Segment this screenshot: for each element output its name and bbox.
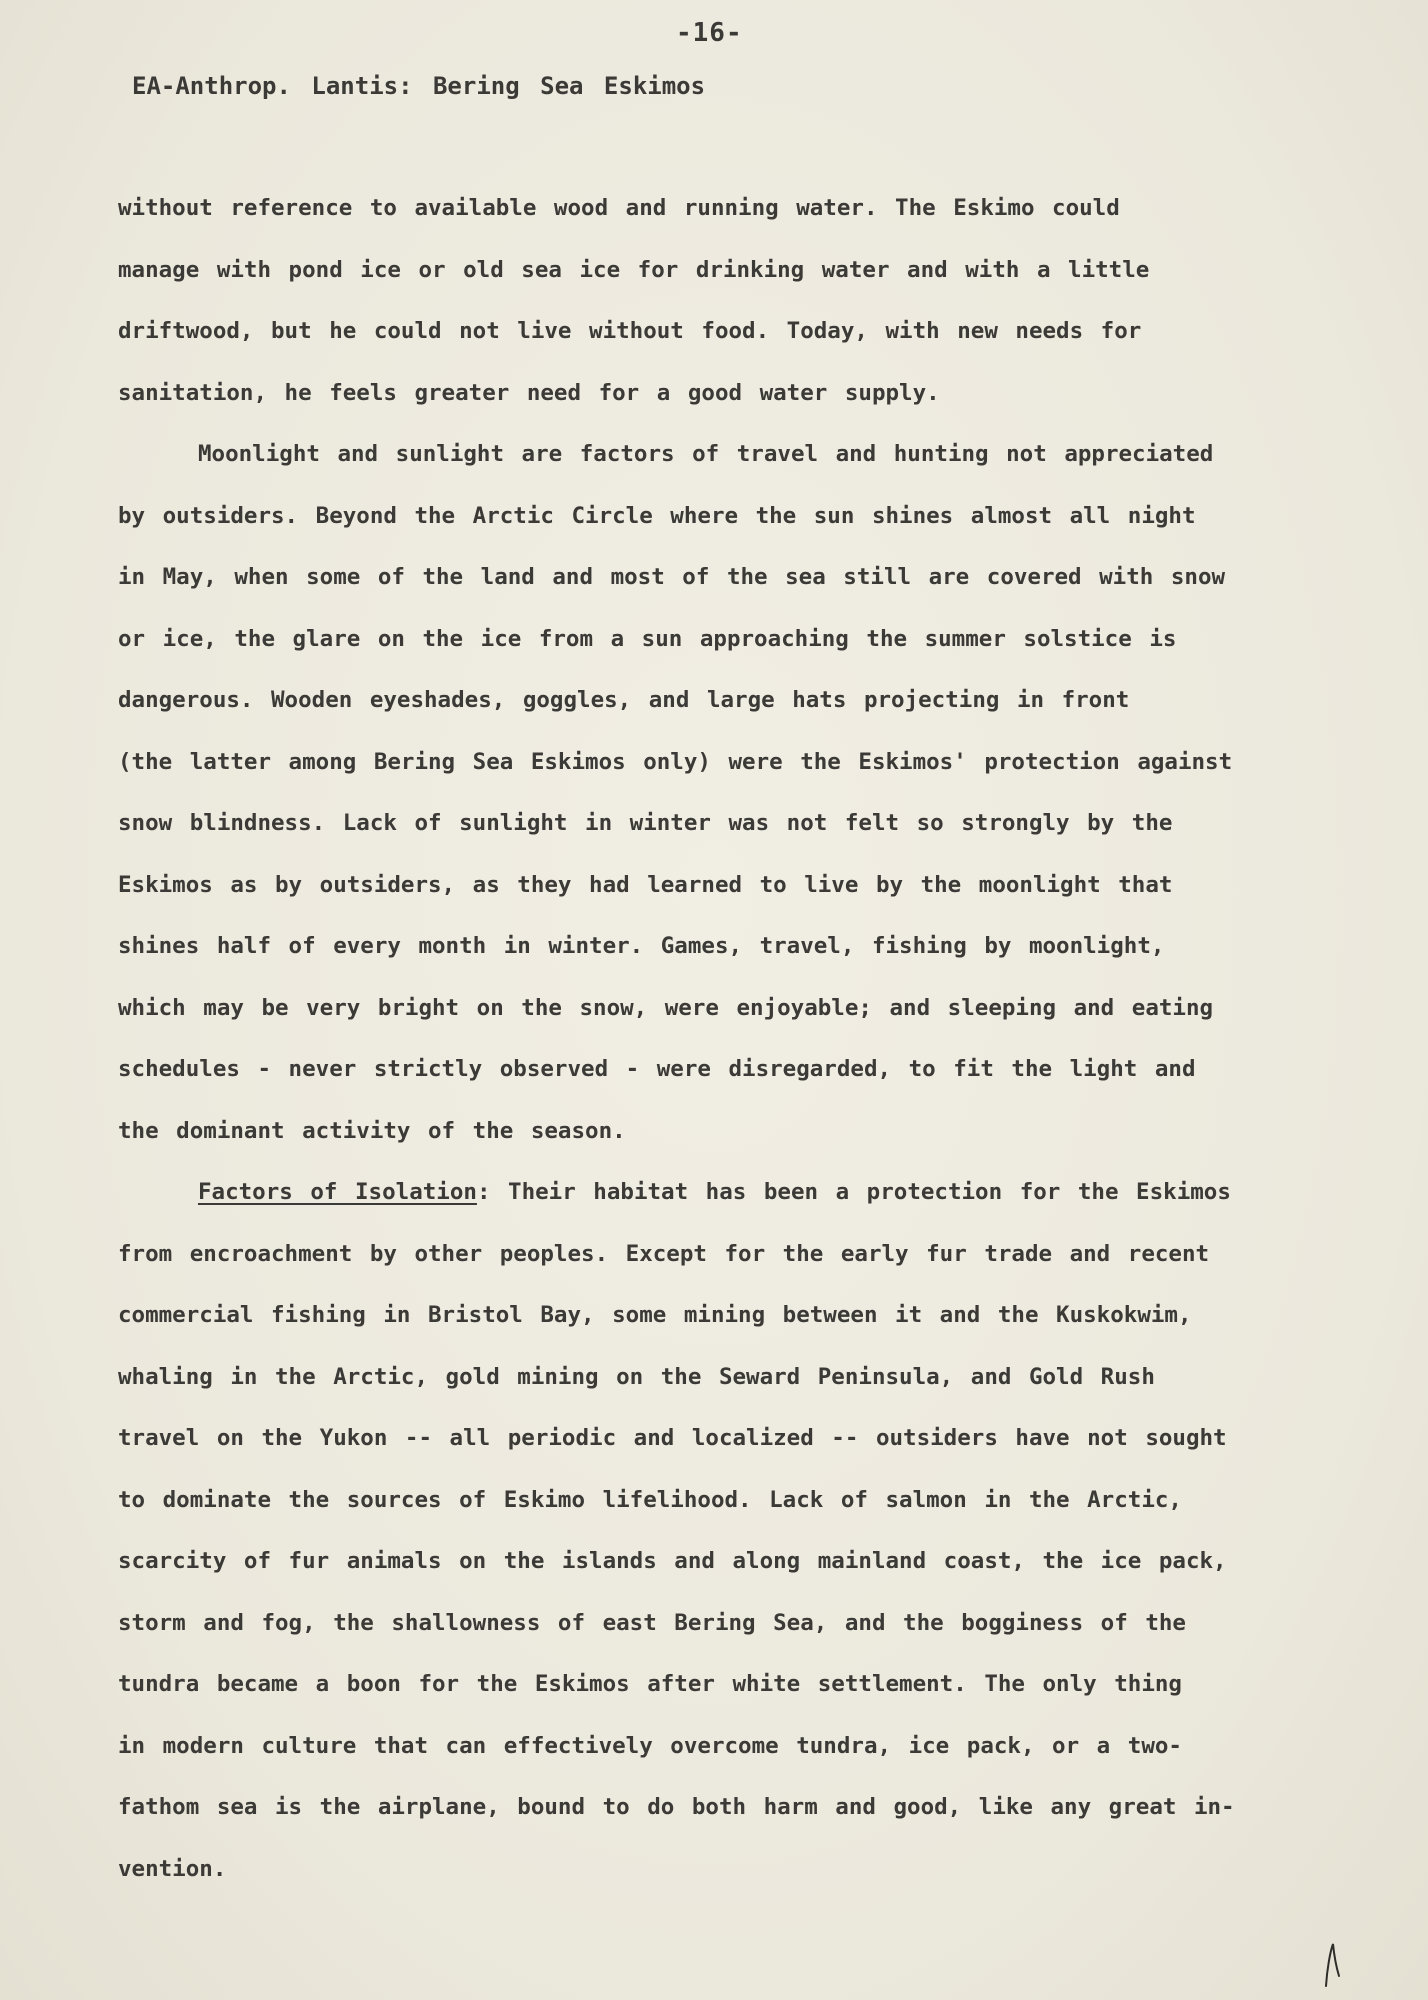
text-line: scarcity of fur animals on the islands and along mainland coast, the ice pack, [118,1548,1227,1574]
running-header: EA-Anthrop. Lantis: Bering Sea Eskimos [132,72,706,100]
section-first-line-text: : Their habitat has been a protection for the Eskimos [476,1179,1231,1205]
text-line: by outsiders. Beyond the Arctic Circle where the sun shines almost all night [118,502,1196,529]
text-line: travel on the Yukon -- all periodic and localized -- outsiders have not sought [118,1425,1227,1451]
text-line: to dominate the sources of Eskimo lifelihood. Lack of salmon in the Arctic, [118,1486,1182,1513]
text-line: schedules - never strictly observed - were disregarded, to fit the light and [118,1056,1196,1082]
text-line: without reference to available wood and running water. The Eskimo could [118,195,1120,221]
text-line: which may be very bright on the snow, were enjoyable; and sleeping and eating [118,994,1214,1021]
pencil-mark [1322,1940,1342,1988]
text-line: Eskimos as by outsiders, as they had learned to live by the moonlight that [118,871,1173,898]
section-heading: Factors of Isolation [198,1179,477,1205]
text-line: in May, when some of the land and most of the sea still are covered with snow [118,564,1226,590]
text-line: or ice, the glare on the ice from a sun approaching the summer solstice is [118,625,1177,652]
text-line: vention. [118,1855,227,1882]
text-line: storm and fog, the shallowness of east Bering Sea, and the bogginess of the [118,1609,1186,1636]
text-line: sanitation, he feels greater need for a good water supply. [118,379,940,406]
text-line: shines half of every month in winter. Games, travel, fishing by moonlight, [118,933,1165,959]
text-line: commercial fishing in Bristol Bay, some mining between it and the Kuskokwim, [118,1302,1192,1328]
text-line: dangerous. Wooden eyeshades, goggles, and large hats projecting in front [118,687,1130,713]
text-line: from encroachment by other peoples. Except for the early fur trade and recent [118,1240,1210,1267]
body-text [118,178,1368,1900]
text-line: manage with pond ice or old sea ice for drinking water and with a little [118,256,1150,283]
text-line: tundra became a boon for the Eskimos after white settlement. The only thing [118,1671,1182,1697]
text-line: whaling in the Arctic, gold mining on the Seward Peninsula, and Gold Rush [118,1363,1155,1390]
text-line: the dominant activity of the season. [118,1117,626,1144]
text-line: snow blindness. Lack of sunlight in winter was not felt so strongly by the [118,810,1173,836]
page-number: -16- [676,18,743,48]
text-line: in modern culture that can effectively overcome tundra, ice pack, or a two- [118,1732,1182,1759]
text-line: (the latter among Bering Sea Eskimos only) were the Eskimos' protection against [118,748,1233,775]
text-line: fathom sea is the airplane, bound to do both harm and good, like any great in- [118,1794,1235,1820]
text-line: driftwood, but he could not live without food. Today, with new needs for [118,318,1142,344]
text-line: Moonlight and sunlight are factors of travel and hunting not appreciated [198,441,1214,467]
section-first-line [118,1162,1368,1224]
